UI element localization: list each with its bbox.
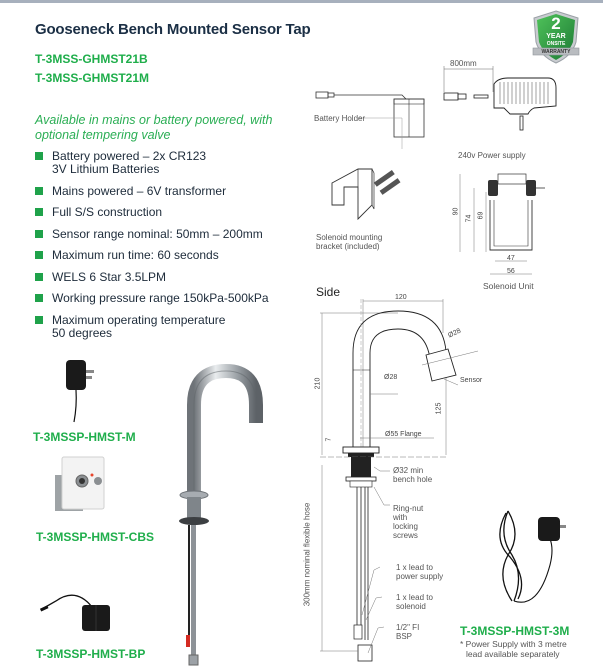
hose-length-label: 300mm nominal flexible hose <box>302 502 312 607</box>
accessory-code-mains: T-3MSSP-HMST-M <box>33 430 136 444</box>
tap-photo <box>170 365 250 670</box>
accessory-code-power-supply-3m: T-3MSSP-HMST-3M <box>460 624 570 638</box>
mains-adapter-image <box>62 358 102 423</box>
accessory-code-solenoid: T-3MSSP-HMST-CBS <box>36 530 155 544</box>
feature-item: Working pressure range 150kPa-500kPa <box>35 292 305 305</box>
product-code-mains: T-3MSS-GHMST21M <box>35 71 150 85</box>
bullet-icon <box>35 273 43 281</box>
bullet-icon <box>35 152 43 160</box>
solenoid-unit-diagram <box>450 170 550 280</box>
solenoid-box-image <box>52 455 112 515</box>
tagline: Available in mains or battery powered, with optional tempering valve <box>35 113 273 142</box>
bullet-icon <box>35 316 43 324</box>
bracket-label-1: Solenoid mounting <box>316 233 383 242</box>
warranty-badge: 2 YEAR ONSITE WARRANTY <box>532 10 580 64</box>
feature-item: WELS 6 Star 3.5LPM <box>35 271 305 284</box>
power-supply-note-2: lead available separately <box>466 649 560 659</box>
power-supply-diagram <box>438 62 558 142</box>
bullet-icon <box>35 230 43 238</box>
feature-item: Battery powered – 2x CR123 3V Lithium Batteries <box>35 150 305 176</box>
solenoid-bracket-diagram <box>328 165 403 225</box>
power-supply-3m-image <box>478 505 578 610</box>
feature-item: Sensor range nominal: 50mm – 200mm <box>35 228 305 241</box>
accessory-code-battery: T-3MSSP-HMST-BP <box>36 647 146 661</box>
bullet-icon <box>35 294 43 302</box>
battery-pack-image <box>38 587 108 637</box>
power-supply-length: 800mm <box>450 59 477 68</box>
product-code-battery: T-3MSS-GHMST21B <box>35 52 148 66</box>
bullet-icon <box>35 187 43 195</box>
feature-item: Full S/S construction <box>35 206 305 219</box>
top-border <box>0 0 603 3</box>
bullet-icon <box>35 208 43 216</box>
power-supply-label: 240v Power supply <box>458 151 526 160</box>
bracket-label-2: bracket (included) <box>316 242 380 251</box>
feature-item: Mains powered – 6V transformer <box>35 185 305 198</box>
feature-item: Maximum run time: 60 seconds <box>35 249 305 262</box>
solenoid-unit-label: Solenoid Unit <box>483 281 534 291</box>
power-supply-note-1: * Power Supply with 3 metre <box>460 639 567 649</box>
side-title: Side <box>316 285 341 299</box>
feature-item: Maximum operating temperature 50 degrees <box>35 314 305 340</box>
battery-holder-label: Battery Holder <box>314 114 366 123</box>
feature-list <box>35 150 305 348</box>
page-title: Gooseneck Bench Mounted Sensor Tap <box>35 21 311 38</box>
bullet-icon <box>35 251 43 259</box>
